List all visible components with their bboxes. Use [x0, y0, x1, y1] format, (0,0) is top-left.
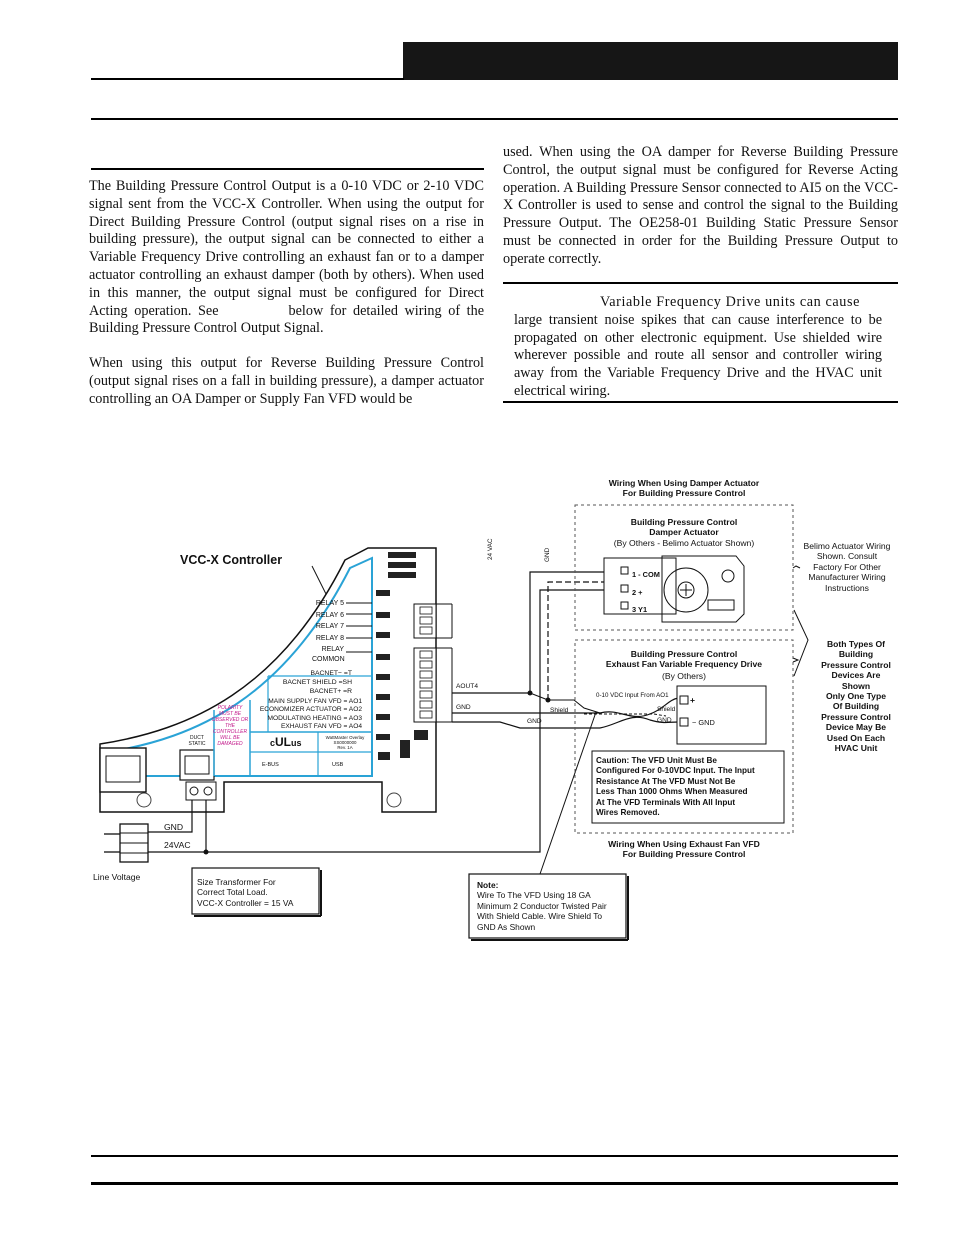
- vfd-wiring-title: Wiring When Using Exhaust Fan VFD For Building Pressure Control: [608, 839, 760, 860]
- caution-note: Caution: The VFD Unit Must Be Configured For 0-10VDC Input. The Input Resistance At The VFD Must Not Be Less Than 1000 Ohms When Measured At The VFD Terminals With All Input Wires Removed.: [596, 756, 755, 818]
- output-assignments: [252, 698, 362, 732]
- gnd-mid-label: GND: [456, 704, 471, 711]
- wiring-note-title: Note:: [477, 880, 499, 890]
- 24vac-left-label: 24VAC: [164, 840, 191, 850]
- both-types-note: Both Types Of Building Pressure Control Devices Are Shown Only One Type Of Building Pressure Control Device May Be Used On Each HVAC Unit: [821, 639, 891, 754]
- paragraph-continued: used. When using the OA damper for Reverse Building Pressure Control, the output signal must be configured for Reverse Acting operation. A Building Pressure Sensor connected to AI5 on the VCC-X Controller is used to sense and control the signal to the Building Pressure Output. The OE258-01 Building Static Pressure Sensor must be connected in order for the Building Pressure Output to operate correctly.: [503, 144, 898, 267]
- paragraph-reverse: When using this output for Reverse Building Pressure Control (output signal rises on a fall in building pressure), a damper actuator controlling an OA Damper or Supply Fan VFD would be: [89, 355, 484, 407]
- relay-common-1: RELAY: [321, 646, 344, 654]
- paragraph-intro-after-see: below for detailed wiring of the Building: [89, 302, 485, 337]
- paragraph-intro-see: operation. See: [134, 302, 219, 319]
- gnd-vertical: GND: [544, 547, 551, 562]
- relay-common-2: COMMON: [312, 655, 345, 663]
- vfd-gnd-terminal-label: − GND: [692, 718, 715, 727]
- note-first-line: Variable Frequency Drive units can cause: [600, 294, 860, 310]
- relay-6: RELAY 6: [315, 611, 344, 619]
- relay-5: RELAY 5: [315, 600, 344, 607]
- note-body: large transient noise spikes that can cause interference to be propagated on other electronic equipment. Use shielded wire wherever possible and route all sensor and controller wiring away from the Variable Frequency Drive and the HVAC unit electrical wiring.: [514, 311, 882, 399]
- port-left: [100, 748, 146, 792]
- line-voltage-label: Line Voltage: [93, 872, 141, 882]
- bacnet-plus: BACNET+ =R: [309, 688, 352, 695]
- shield-mid-label: Shield: [550, 707, 569, 714]
- transformer-note: Size Transformer For Correct Total Load. VCC-X Controller = 15 VA: [197, 877, 294, 908]
- vfd-box-title: Building Pressure Control Exhaust Fan Variable Frequency Drive: [605, 649, 763, 670]
- bacnet-shield: BACNET SHIELD =SH: [282, 679, 352, 686]
- 24vac-vertical: 24 VAC: [487, 538, 494, 560]
- overlay-label: WattMaster Overlay SS0000000 Rev. 1A: [325, 735, 365, 750]
- damper-wiring-title: Wiring When Using Damper Actuator For Building Pressure Control: [608, 478, 760, 499]
- bacnet-labels: [272, 669, 352, 696]
- wiring-note: Note: Wire To The VFD Using 18 GA Minimum 2 Conductor Twisted Pair With Shield Cable. Wire Shield To GND As Shown: [477, 880, 607, 932]
- damper-box-subtitle: (By Others - Belimo Actuator Shown): [613, 538, 755, 548]
- terminal-labels: [632, 566, 660, 619]
- relay-labels: [312, 598, 344, 664]
- paragraph-intro-end: Pressure Control Output Signal.: [142, 320, 324, 337]
- relay-7: RELAY 7: [315, 623, 344, 631]
- paragraph-intro-body: signal sent from the VCC-X Controller. When using the output for Direct Building Pressure Control (output signal rises on a rise in building pressure), the output signal can be connected to either a Variable Frequency Drive controlling an exhaust fan or to a damper actuator controlling an exhaust damper (both by others). When used in this manner, the output signal must be configured for Direct Acting: [89, 195, 484, 319]
- polarity-warning: POLARITY MUST BE OBSERVED OR THE CONTROLLER WILL BE DAMAGED: [211, 705, 249, 747]
- gnd-mid2-label: GND: [527, 718, 542, 725]
- terminal-1-com: 1 - COM: [632, 570, 660, 579]
- output-ao1: MAIN SUPPLY FAN VFD = AO1: [268, 698, 362, 705]
- output-ao3: MODULATING HEATING = AO3: [267, 714, 362, 722]
- terminal-2-plus: 2 +: [632, 587, 643, 597]
- bacnet-minus: BACNET− =T: [310, 670, 352, 677]
- belimo-note: Belimo Actuator Wiring Shown. Consult Factory For Other Manufacturer Wiring Instructions: [803, 541, 891, 593]
- usb-label: USB: [332, 762, 344, 768]
- gnd-left-label: GND: [164, 822, 184, 832]
- footer-rule-top: [91, 1155, 898, 1157]
- terminal-3-y1: 3 Y1: [632, 605, 648, 615]
- relay-8: RELAY 8: [315, 634, 344, 642]
- aout4-label: AOUT4: [456, 683, 478, 690]
- footer-rule-bottom: [91, 1182, 898, 1185]
- ul-logo: cULus: [270, 735, 302, 749]
- vfd-gnd-label: GND: [657, 717, 672, 724]
- controller-label: VCC-X Controller: [180, 553, 283, 567]
- output-ao2: ECONOMIZER ACTUATOR = AO2: [259, 706, 362, 714]
- vfd-shield-label: Shield: [657, 706, 676, 713]
- output-ao4: EXHAUST FAN VFD = AO4: [280, 723, 362, 731]
- duct-static-label: DUCT STATIC: [188, 735, 206, 747]
- vfd-plus-label: +: [690, 695, 696, 705]
- damper-box-title: Building Pressure Control Damper Actuator: [630, 517, 738, 538]
- vfd-input-label: 0-10 VDC Input From AO1: [596, 692, 669, 699]
- vfd-box-subtitle: (By Others): [662, 671, 706, 681]
- paragraph-intro-line1: The Building Pressure Control Output is a 0-10 VDC or 2-10 VDC: [89, 178, 484, 194]
- ebus-label: E-BUS: [262, 762, 279, 768]
